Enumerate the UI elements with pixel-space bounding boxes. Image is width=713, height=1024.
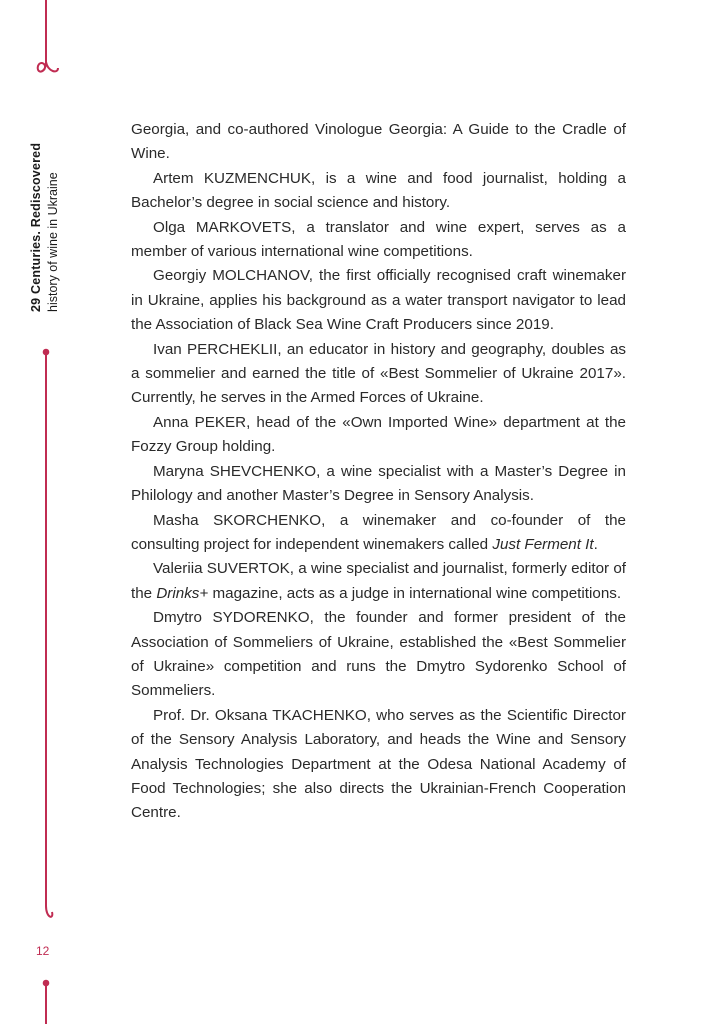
person-name: SUVERTOK [206,560,290,578]
paragraph: Georgiy MOLCHANOV, the first officially recognised craft winemaker in Ukraine, applies his background as a water transport navigator to lead the Association of Black Sea Wine Craft Producers since 2019. [131,267,627,334]
page-number: 12 [36,944,50,958]
project-title: Just Ferment It [492,535,594,553]
paragraph: Anna PEKER, head of the «Own Imported Wine» department at the Fozzy Group holding. [131,413,626,456]
person-name: TKACHENKO [272,706,367,724]
paragraph: Valeriia SUVERTOK, a wine specialist and journalist, formerly editor of the Drinks+ magazine, acts as a judge in international wine competitions. [131,560,626,602]
paragraph: Maryna SHEVCHENKO, a wine specialist with a Master’s Degree in Philology and another Master’s Degree in Sensory Analysis. [131,462,626,505]
paragraph: Georgia, and co-authored Vinologue Georgia: A Guide to the Cradle of Wine. [131,121,626,163]
paragraph: Dmytro SYDORENKO, the founder and former president of the Association of Sommeliers of Ukraine, established the «Best Sommelier of Ukraine» competition and runs the Dmytro Sydorenko School of Sommeliers. [131,609,627,700]
running-header [28,102,62,312]
paragraph: Prof. Dr. Oksana TKACHENKO, who serves as the Scientific Director of the Sensory Analysis Laboratory, and heads the Wine and Sensory Analysis Technologies Department at the Odesa National Academy of Food Technologies; she also directs the Ukrainian-French Cooperation Centre. [131,706,626,822]
magazine-title: Drinks+ [156,584,209,602]
person-name: PEKER [194,413,247,431]
running-header-subtitle: history of wine in Ukraine [46,172,60,312]
person-name: SYDORENKO [212,609,310,627]
person-name: PERCHEKLII [187,340,278,358]
person-name: MARKOVETS [195,218,292,236]
paragraph: Masha SKORCHENKO, a winemaker and co-founder of the consulting project for independent winemakers called Just Ferment It. [131,511,626,553]
paragraph: Ivan PERCHEKLII, an educator in history and geography, doubles as a sommelier and earned the title of «Best Sommelier of Ukraine 2017». Currently, he serves in the Armed Forces of Ukraine. [131,340,626,407]
person-name: KUZMENCHUK [203,169,312,187]
person-name: SKORCHENKO [213,511,322,529]
person-name: SHEVCHENKO [209,462,317,480]
paragraph: Olga MARKOVETS, a translator and wine expert, serves as a member of various international wine competitions. [131,218,626,261]
running-header-title: 29 Centuries. Rediscovered [29,142,43,312]
paragraph: Artem KUZMENCHUK, is a wine and food journalist, holding a Bachelor’s degree in social science and history. [131,169,626,212]
body-text [131,118,626,826]
person-name: MOLCHANOV [212,267,309,285]
